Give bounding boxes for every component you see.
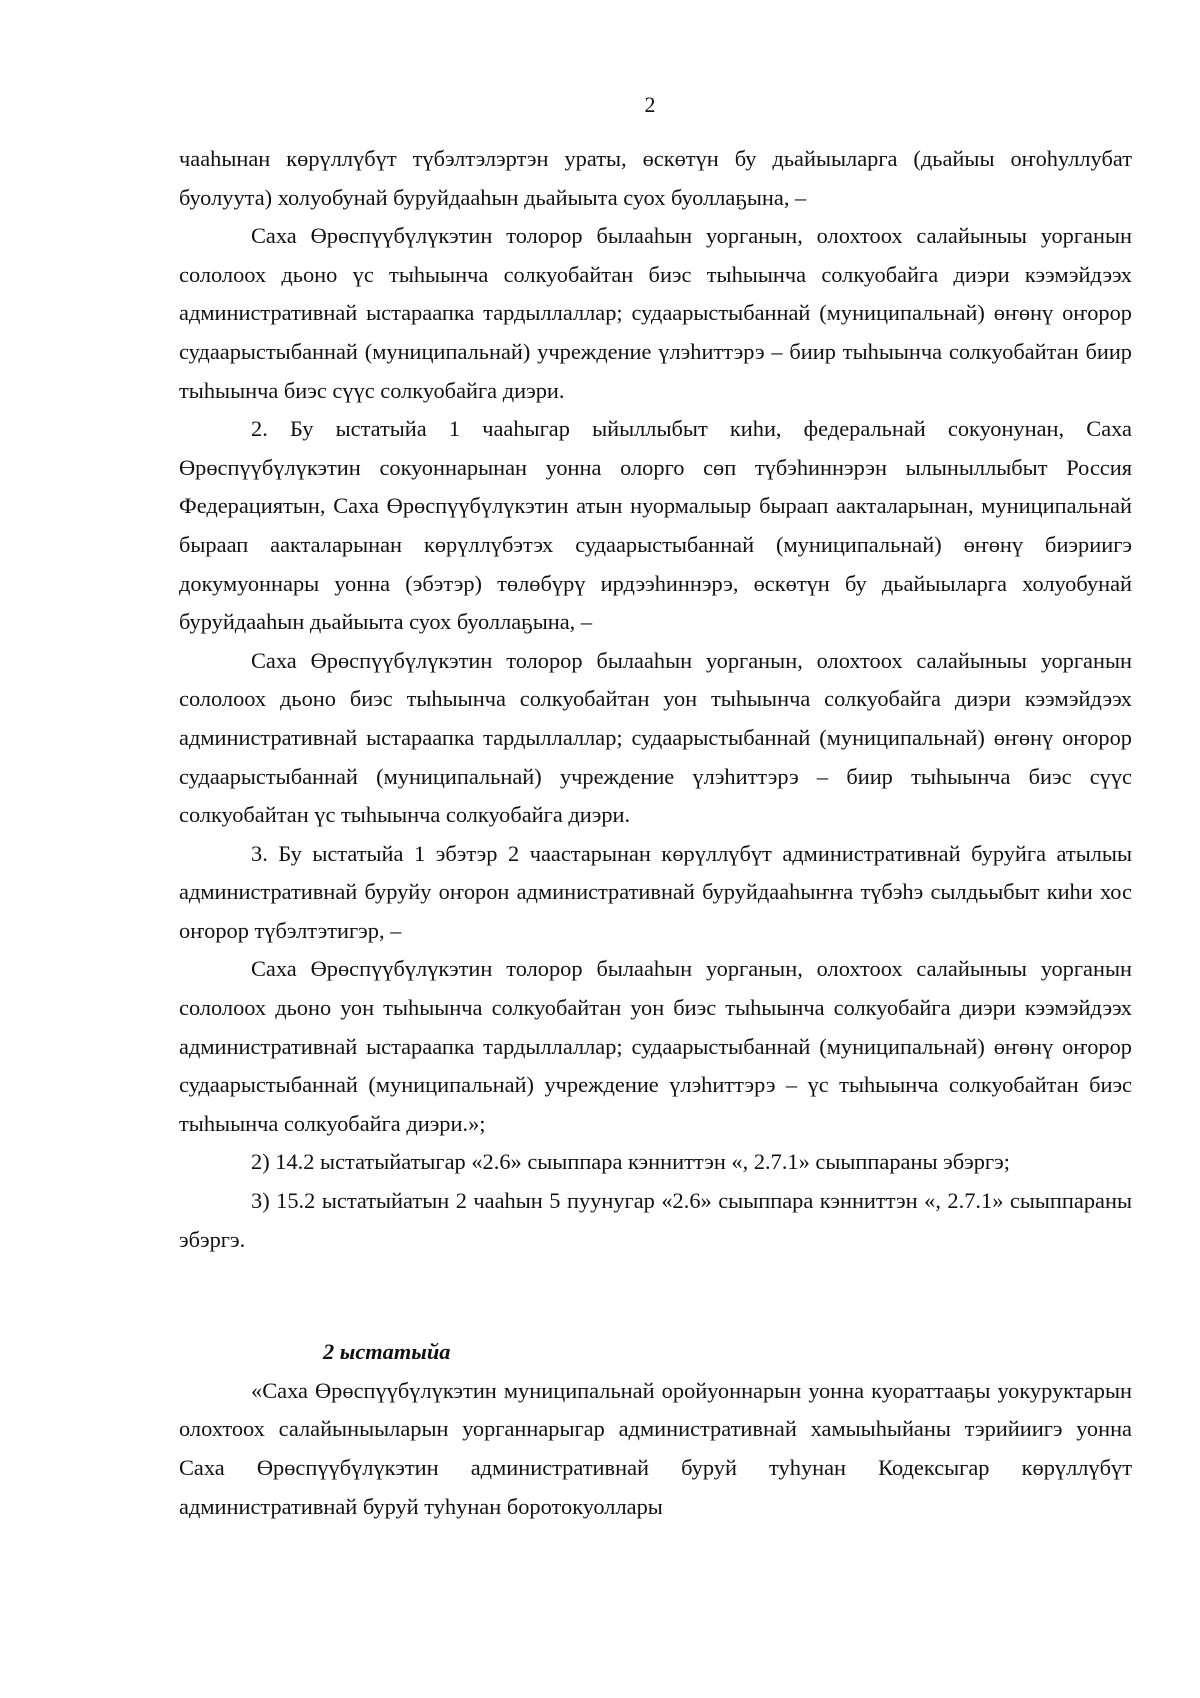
paragraph-item-2: 2) 14.2 ыстатыйатыгар «2.6» сыыппара кэнниттэн «, 2.7.1» сыыппараны эбэргэ;: [251, 1149, 1010, 1175]
paragraph-item-3: 3) 15.2 ыстатыйатын 2 чааһын 5 пуунугар «2.6» сыыппара кэнниттэн «, 2.7.1» сыыппараны эбэргэ.: [179, 1188, 1132, 1252]
section-gap: [179, 1259, 1132, 1333]
paragraph-penalty-2: Саха Өрөспүүбүлүкэтин толорор былааһын уорганын, олохтоох салайыныы уорганын сололоох дьоно биэс тыһыынча солкуобайтан уон тыһыынча солкуобайга диэри кээмэйдээх административнай ыстараапка тардыллаллар; судаарыстыбаннай (муниципальнай) өҥөнү оҥорор судаарыстыбаннай (муниципальнай) учреждение үлэһиттэрэ – биир тыһыынча биэс сүүс солкуобайтан үс тыһыынча солкуобайга диэри.: [179, 647, 1132, 828]
paragraph-continuation: чааһынан көрүллүбүт түбэлтэлэртэн ураты, өскөтүн бу дьайыыларга (дьайыы оҥоһуллубат буолуута) холуобунай буруйдааһын дьайыыта суох буоллаҕына, –: [179, 146, 1132, 210]
paragraph-penalty-1: Саха Өрөспүүбүлүкэтин толорор былааһын уорганын, олохтоох салайыныы уорганын сололоох дьоно үс тыһыынча солкуобайтан биэс тыһыынча солкуобайга диэри кээмэйдээх административнай ыстараапка тардыллаллар; судаарыстыбаннай (муниципальнай) өҥөнү оҥорор судаарыстыбаннай (муниципальнай) учреждение үлэһиттэрэ – биир тыһыынча солкуобайтан биир тыһыынча биэс сүүс солкуобайга диэри.: [179, 223, 1132, 403]
paragraph-penalty-3: Саха Өрөспүүбүлүкэтин толорор былааһын уорганын, олохтоох салайыныы уорганын сололоох дьоно уон тыһыынча солкуобайтан уон биэс тыһыынча солкуобайга диэри кээмэйдээх административнай ыстараапка тардыллаллар; судаарыстыбаннай (муниципальнай) өҥөнү оҥорор судаарыстыбаннай (муниципальнай) учреждение үлэһиттэрэ – үс тыһыынча солкуобайтан биэс тыһыынча солкуобайга диэри.»;: [179, 956, 1132, 1136]
paragraph-article-2: «Саха Өрөспүүбүлүкэтин муниципальнай оройуоннарын уонна куораттааҕы уокуруктарын олохтоох салайыныыларын уорганнарыгар административнай хамыыһыйаны тэрийиигэ уонна Саха Өрөспүүбүлүкэтин административнай буруй туһунан Кодексыгар көрүллүбүт административнай буруй туһунан боротокуоллары: [179, 1377, 1132, 1519]
paragraph-part-3: 3. Бу ыстатыйа 1 эбэтэр 2 чаастарынан көрүллүбүт административнай буруйга атылыы административнай буруйу оҥорон административнай буруйдааһыҥҥа түбэһэ сылдьыбыт киһи хос оҥорор түбэлтэтигэр, –: [179, 840, 1132, 943]
document-body: [179, 140, 1132, 1526]
article-heading: 2 ыстатыйа: [323, 1339, 451, 1365]
paragraph-part-2: 2. Бу ыстатыйа 1 чааһыгар ыйыллыбыт киһи, федеральнай сокуонунан, Саха Өрөспүүбүлүкэтин сокуоннарынан уонна олорго сөп түбэһиннэрэн ылыныллыбыт Россия Федерациятын, Саха Өрөспүүбүлүкэтин атын нуормалыыр быраап аакталарынан, муниципальнай быраап аакталарынан көрүллүбэтэх судаарыстыбаннай (муниципальнай) өҥөнү биэриигэ докумуоннары уонна (эбэтэр) төлөбүрү ирдээһиннэрэ, өскөтүн бу дьайыыларга холуобунай буруйдааһын дьайыыта суох буоллаҕына, –: [179, 416, 1132, 635]
page-number: 2: [644, 92, 656, 117]
